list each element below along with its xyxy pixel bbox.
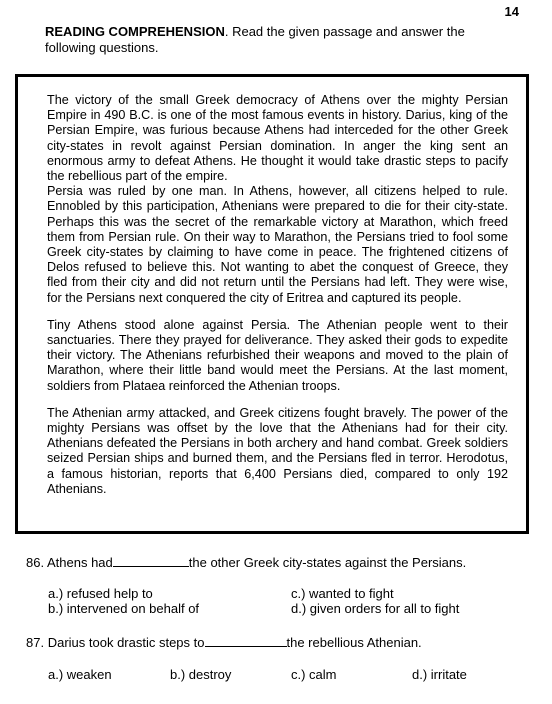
option-b[interactable]: b.) destroy	[170, 667, 232, 682]
question-number: 86.	[26, 555, 45, 570]
instructions-text: . Read the given passage and answer the following questions.	[45, 24, 465, 55]
question-text-after: the other Greek city-states against the Persians.	[188, 555, 467, 570]
instructions-heading: READING COMPREHENSION	[45, 24, 225, 39]
passage	[47, 93, 508, 497]
question-number: 87.	[26, 635, 45, 650]
passage-box	[15, 74, 529, 534]
instructions	[45, 24, 505, 56]
passage-paragraph-2: Persia was ruled by one man. In Athens, however, all citizens helped to rule. Ennobled by this participation, Athenians were prepared to die for their city-state. Perhaps this was the secret of the remarkable victory at Marathon, which freed them from Persian rule. On their way to Marathon, the Persians tried to fool some Greek city-states by claiming to have come in peace. The frightened citizens of Delos refused to believe this. Not wanting to abet the conquest of Greece, they fled from their city and did not return until the Persians had left. They were wise, for the Persians next conquered the city of Eritrea and captured its people.	[47, 184, 508, 305]
passage-paragraph-4: The Athenian army attacked, and Greek citizens fought bravely. The power of the mighty Persians was offset by the love that the Athenians had for their city. Athenians defeated the Persians in both archery and hand combat. Greek soldiers seized Persian ships and burned them, and the Persians fled in terror. Herodotus, a famous historian, reports that 6,400 Persians died, compared to only 192 Athenians.	[47, 405, 508, 496]
option-a[interactable]: a.) refused help to	[48, 586, 153, 601]
option-b[interactable]: b.) intervened on behalf of	[48, 601, 200, 616]
option-c[interactable]: c.) calm	[291, 667, 337, 682]
option-d[interactable]: d.) irritate	[412, 667, 467, 682]
option-d[interactable]: d.) given orders for all to fight	[291, 601, 460, 616]
question-86	[26, 554, 466, 571]
option-c[interactable]: c.) wanted to fight	[291, 586, 394, 601]
question-text-after: the rebellious Athenian.	[286, 635, 422, 650]
option-a[interactable]: a.) weaken	[48, 667, 112, 682]
page-number: 14	[504, 4, 519, 19]
answer-blank[interactable]	[113, 554, 189, 567]
passage-paragraph-3: Tiny Athens stood alone against Persia. The Athenian people went to their sanctuaries. There they prayed for deliverance. They asked their gods to expedite their victory. The Athenians refurbished their weapons and moved to the plain of Marathon, where their little band would meet the Persians. At the last moment, soldiers from Plataea reinforced the Athenian troops.	[47, 317, 508, 393]
passage-paragraph-1: The victory of the small Greek democracy of Athens over the mighty Persian Empire in 490 B.C. is one of the most famous events in history. Darius, king of the Persian Empire, was furious because Athens had interceded for the other Greek city-states in revolt against Persian domination. In anger the king sent an enormous army to defeat Athens. He thought it would take drastic steps to pacify the rebellious part of the empire.	[47, 93, 508, 184]
question-text-before: Athens had	[46, 555, 113, 570]
question-87	[26, 634, 422, 651]
question-text-before: Darius took drastic steps to	[47, 635, 205, 650]
answer-blank[interactable]	[205, 634, 287, 647]
